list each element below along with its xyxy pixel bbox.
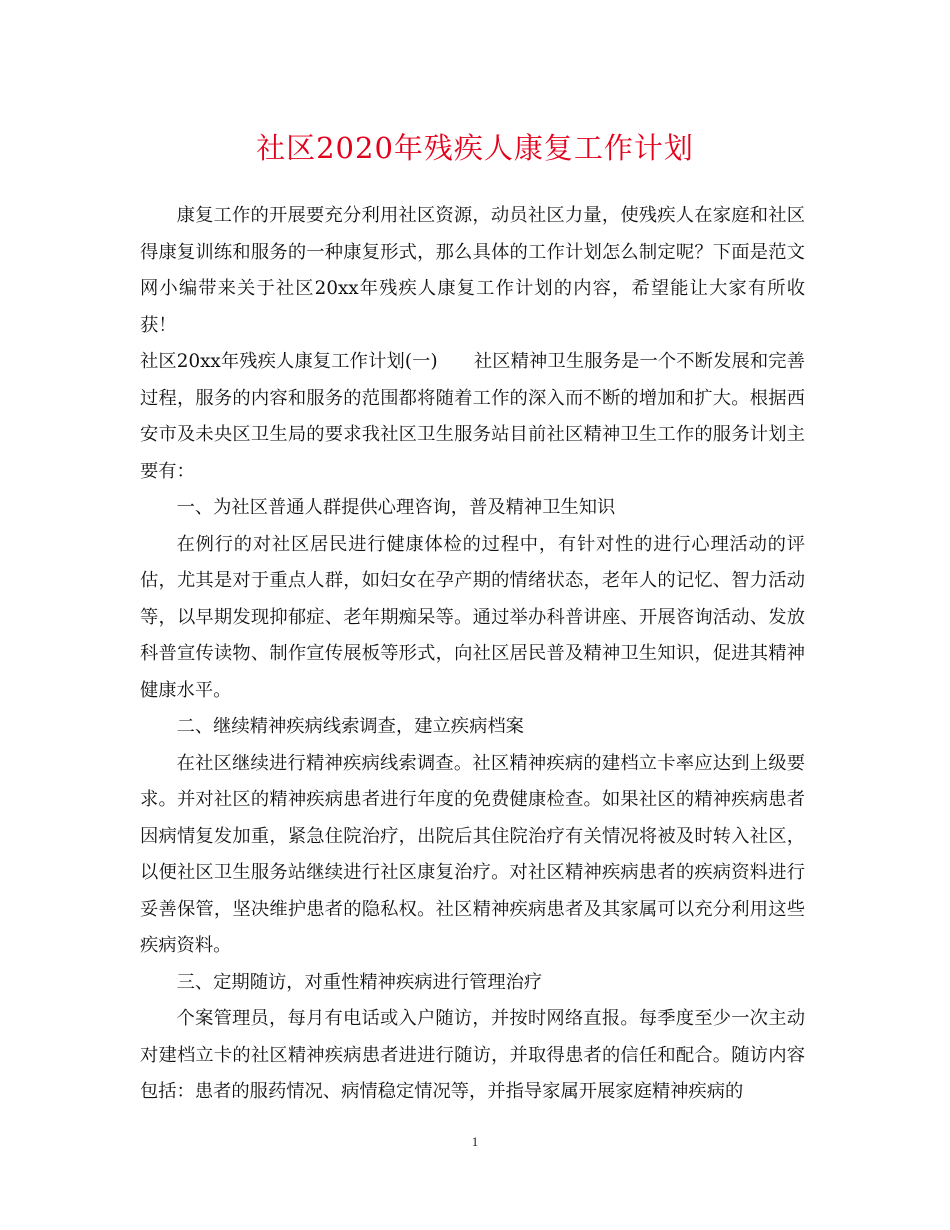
- document-body: [140, 198, 805, 1111]
- section-1-heading: 一、为社区普通人群提供心理咨询，普及精神卫生知识: [176, 497, 616, 518]
- section-3-heading: 三、定期随访，对重性精神疾病进行管理治疗: [176, 971, 543, 993]
- section-2-paragraph: 在社区继续进行精神疾病线索调查。社区精神疾病的建档立卡率应达到上级要求。并对社区的精神疾病患者进行年度的免费健康检查。如果社区的精神疾病患者因病情复发加重，紧急住院治疗，出院后其住院治疗有关情况将被及时转入社区，以便社区卫生服务站继续进行社区康复治疗。对社区精神疾病患者的疾病资料进行妥善保管，坚决维护患者的隐私权。社区精神疾病患者及其家属可以充分利用这些疾病资料。: [140, 752, 805, 956]
- plan-heading: 社区20xx年残疾人康复工作计划(一): [140, 351, 438, 372]
- plan-paragraph: [140, 344, 805, 490]
- intro-paragraph: 康复工作的开展要充分利用社区资源，动员社区力量，使残疾人在家庭和社区得康复训练和服务的一种康复形式，那么具体的工作计划怎么制定呢？下面是范文网小编带来关于社区20xx年残疾人康复工作计划的内容，希望能让大家有所收获！: [140, 205, 805, 336]
- plan-lead-text: 社区精神卫生服务是一个不断发展和完善过程，服务的内容和服务的范围都将随着工作的深入而不断的增加和扩大。根据西安市及未央区卫生局的要求我社区卫生服务站目前社区精神卫生工作的服务计划主要有：: [140, 351, 805, 482]
- document-title: 社区2020年残疾人康复工作计划: [256, 131, 694, 165]
- section-1-paragraph: 在例行的对社区居民进行健康体检的过程中，有针对性的进行心理活动的评估，尤其是对于重点人群，如妇女在孕产期的情绪状态，老年人的记忆、智力活动等，以早期发现抑郁症、老年期痴呆等。通过举办科普讲座、开展咨询活动、发放科普宣传读物、制作宣传展板等形式，向社区居民普及精神卫生知识，促进其精神健康水平。: [140, 533, 805, 701]
- page-number: 1: [471, 1134, 479, 1149]
- section-2-heading: 二、继续精神疾病线索调查，建立疾病档案: [176, 716, 524, 737]
- section-3-paragraph: 个案管理员，每月有电话或入户随访，并按时网络直报。每季度至少一次主动对建档立卡的社区精神疾病患者进进行随访，并取得患者的信任和配合。随访内容包括：患者的服药情况、病情稳定情况等，并指导家属开展家庭精神疾病的: [140, 1008, 805, 1102]
